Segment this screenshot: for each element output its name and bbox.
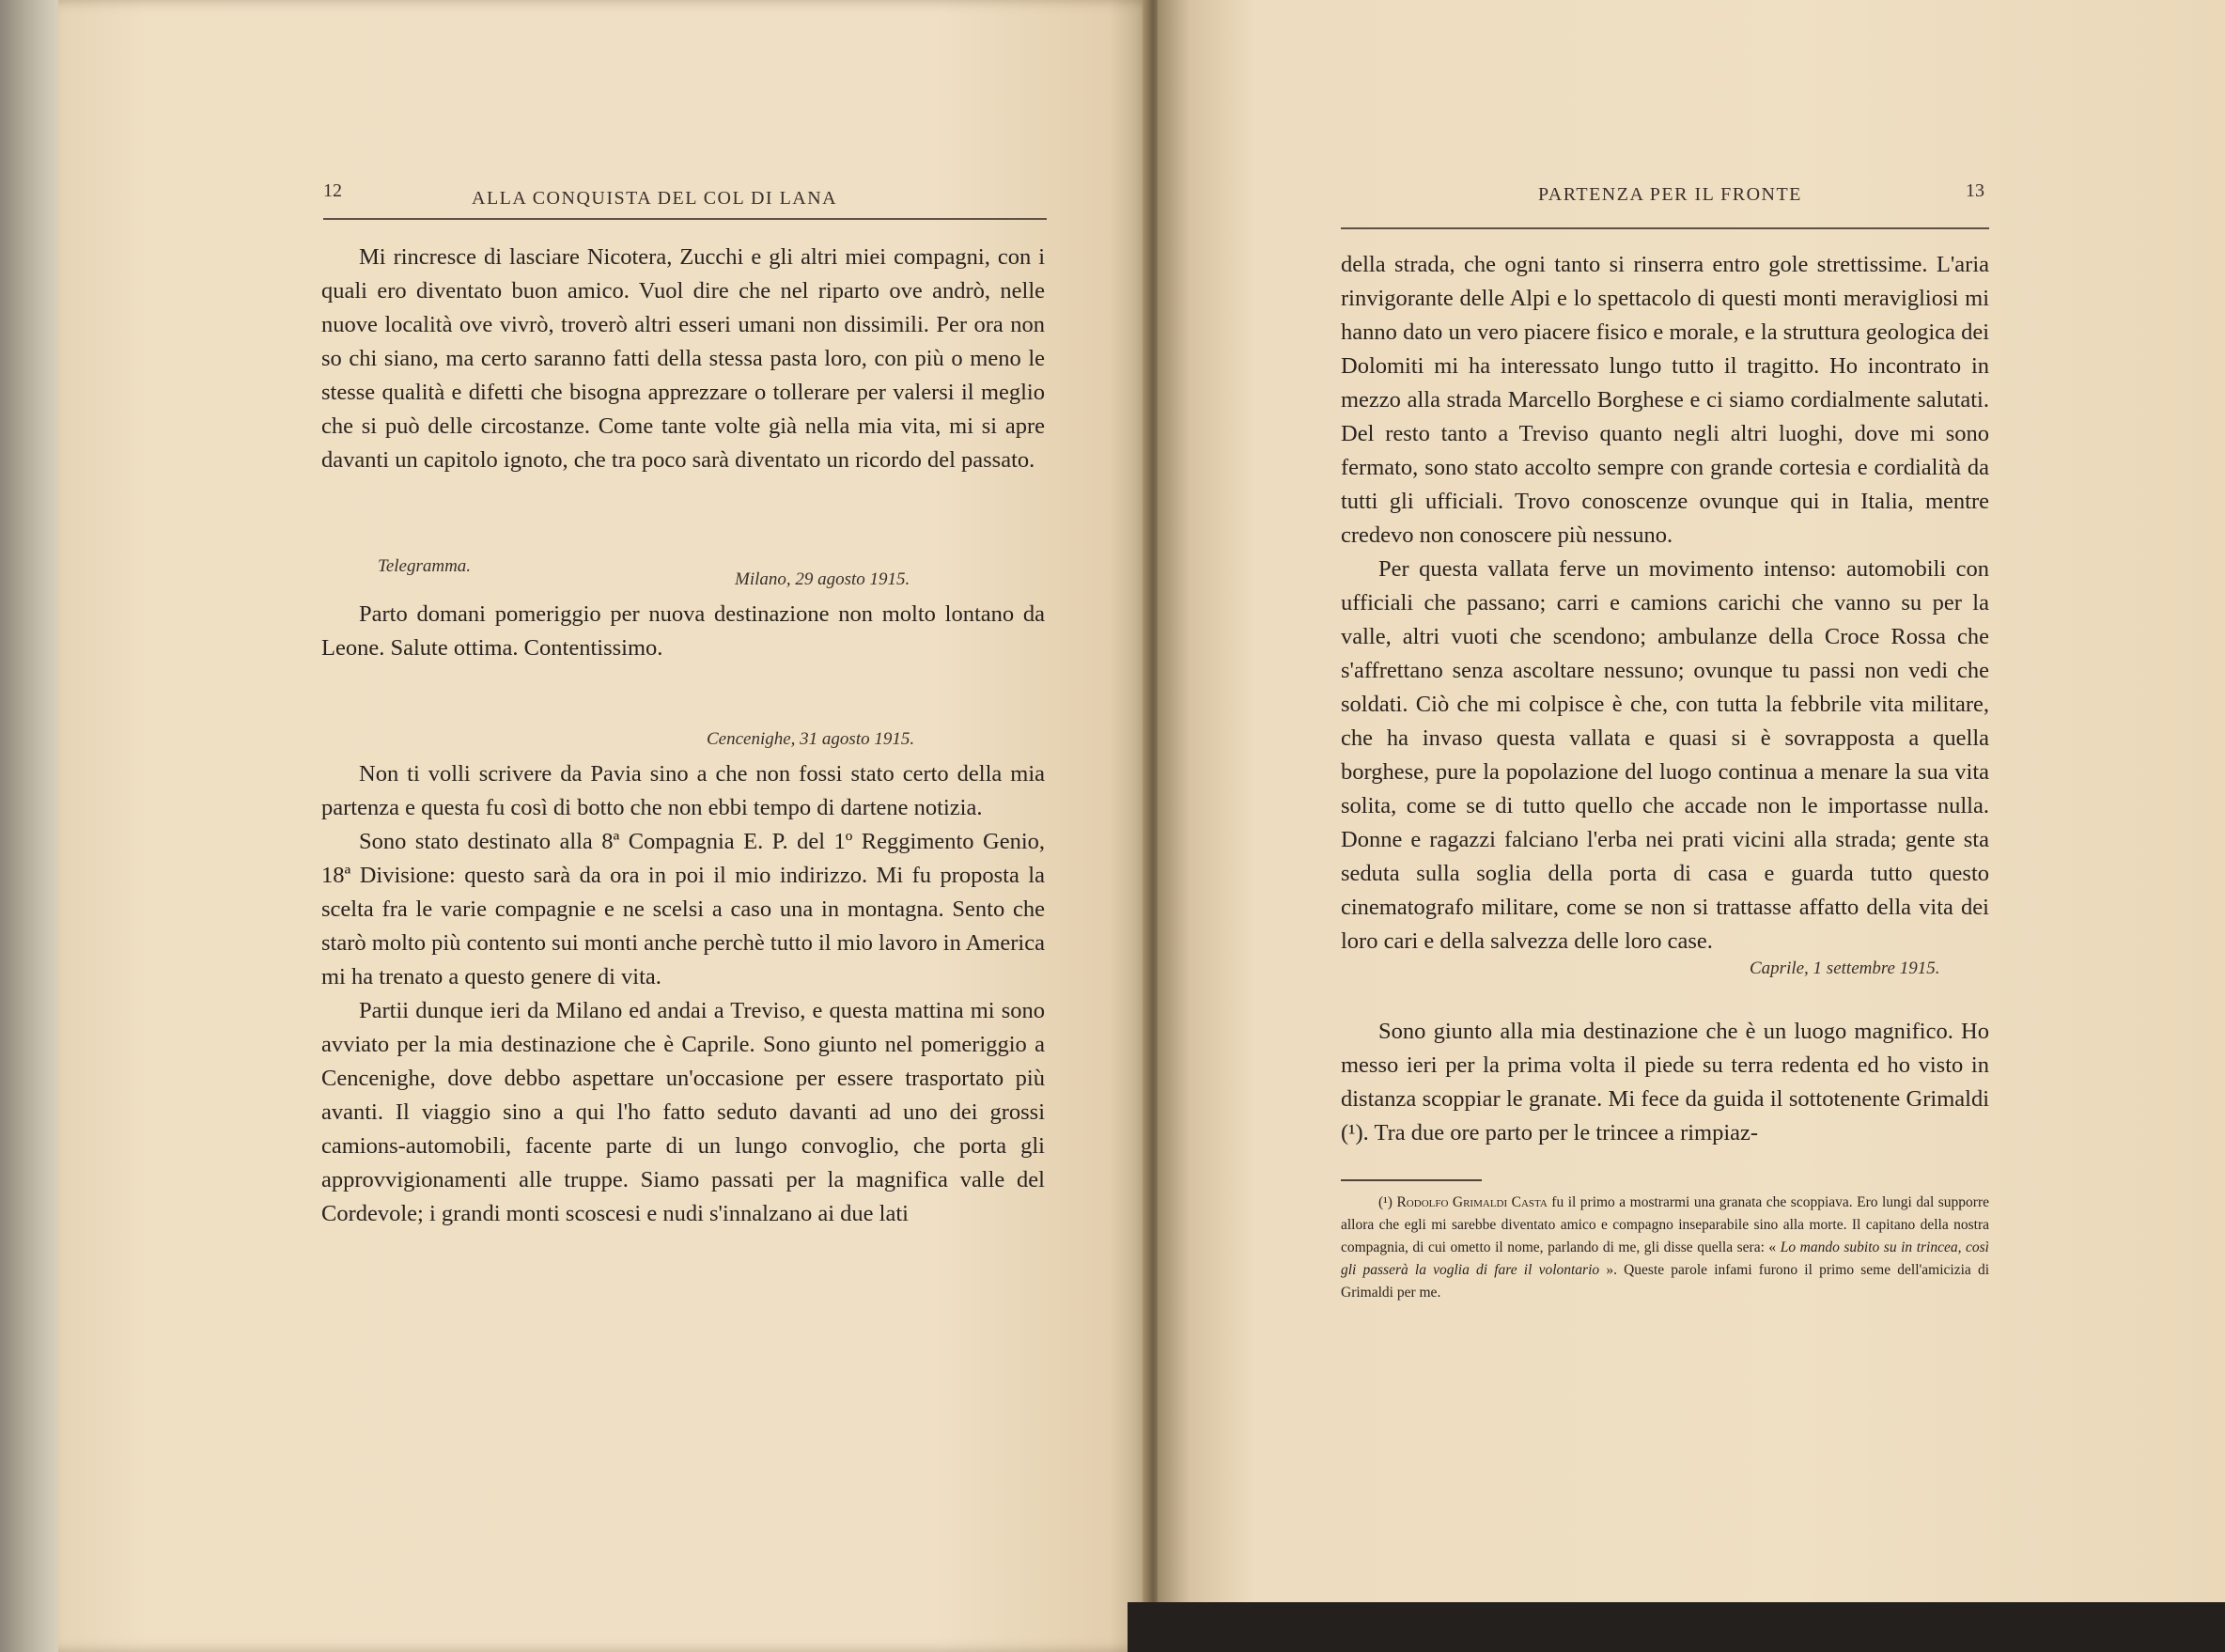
footnote-paragraph [1341, 1192, 1989, 1304]
right-page [1158, 0, 2225, 1607]
footnote-mark: (¹) [1378, 1194, 1393, 1210]
caprile-dateline: Caprile, 1 settembre 1915. [1750, 958, 1940, 978]
letter-body [321, 757, 1045, 1231]
telegram-label: Telegramma. [378, 556, 472, 576]
footnote-rule [1341, 1179, 1482, 1181]
paragraph: Per questa vallata ferve un movimento intenso: automobili con ufficiali che passano; carri e camions carichi che vanno su per la valle, altri vuoti che scendono; ambulanze della Croce Rossa che s'affrettano senza ascoltare nessuno; ovunque tu passi non vedi che soldati. Ciò che mi colpisce è che, con tutta la febbrile vita militare, che ha invaso questa vallata e quasi si è sovrapposta a quella borghese, pure la popolazione del luogo continua a menare la sua vita solita, come se di tutto quello che accade non le importasse nulla. Donne e ragazzi falciano l'erba nei prati vicini alla strada; gente sta seduta sulla soglia della porta di casa e guarda tutto questo cinematografo militare, come se non si trattasse affatto della vita dei loro cari e della salvezza delle loro case. [1341, 556, 1989, 954]
book-cover-edge [0, 0, 66, 1652]
footnote-quote: Lo mando subito su in trincea, così gli passerà la voglia di fare il volontario [1341, 1239, 1989, 1278]
right-paragraph-3 [1341, 1015, 1989, 1150]
paragraph: Sono giunto alla mia destinazione che è un luogo magnifico. Ho messo ieri per la prima volta il piede su terra redenta ed ho visto in distanza scoppiar le granate. Mi fece da guida il sottotenente Grimaldi (¹). Tra due ore parto per le trincee a rimpiaz- [1341, 1019, 1989, 1145]
paragraph: Parto domani pomeriggio per nuova destinazione non molto lontano da Leone. Salute ottima. Contentissimo. [321, 601, 1045, 661]
right-body [1341, 248, 1989, 958]
footnote-name: Rodolfo Grimaldi Casta [1396, 1194, 1548, 1210]
left-paragraph-1 [321, 241, 1045, 477]
telegram-text [321, 598, 1045, 665]
paragraph: della strada, che ogni tanto si rinserra entro gole strettissime. L'aria rinvigorante delle Alpi e lo spettacolo di questi monti meravigliosi mi hanno dato un vero piacere fisico e morale, e la struttura geologica dei Dolomiti mi ha interessato lungo tutto il tragitto. Ho incontrato in mezzo alla strada Marcello Borghese e ci siamo cordialmente salutati. Del resto tanto a Treviso quanto negli altri luoghi, dove mi sono fermato, sono stato accolto sempre con grande cortesia e cordialità da tutti gli ufficiali. Trovo conoscenze ovunque qui in Italia, mentre credevo non conoscere più nessuno. [1341, 252, 1989, 548]
running-head-right: PARTENZA PER IL FRONTE [1538, 184, 1802, 205]
footnote-tail: ». Queste parole infami furono il primo seme dell'amicizia di Grimaldi per me. [1341, 1262, 1990, 1301]
paragraph: Non ti volli scrivere da Pavia sino a che non fossi stato certo della mia partenza e questa fu così di botto che non ebbi tempo di dartene notizia. [321, 761, 1045, 820]
header-rule-left [323, 218, 1047, 220]
telegram-dateline: Milano, 29 agosto 1915. [735, 569, 910, 589]
letter-dateline: Cencenighe, 31 agosto 1915. [707, 729, 915, 749]
left-page [58, 0, 1153, 1652]
page-number-left: 12 [323, 180, 342, 201]
header-rule-right [1341, 227, 1989, 229]
paragraph: Partii dunque ieri da Milano ed andai a Treviso, e questa mattina mi sono avviato per la mia destinazione che è Caprile. Sono giunto nel pomeriggio a Cencenighe, dove debbo aspettare un'occasione per essere trasportato più avanti. Il viaggio sino a qui l'ho fatto seduto davanti ad uno dei grossi camions-automobili, facente parte di un lungo convoglio, che porta gli approvvigionamenti alle truppe. Siamo passati per la magnifica valle del Cordevole; i grandi monti scoscesi e nudi s'innalzano ai due lati [321, 998, 1045, 1226]
footnote [1341, 1192, 1989, 1304]
footnote-text: fu il primo a mostrarmi una granata che scoppiava. Ero lungi dal supporre allora che egli mi sarebbe diventato amico e compagno inseparabile sino alla morte. Il capitano della nostra compagnia, di cui ometto il nome, parlando di me, gli disse quella sera: « [1341, 1194, 1989, 1255]
page-number-right: 13 [1966, 180, 1984, 201]
background-surface [1128, 1602, 2225, 1652]
running-head-left: ALLA CONQUISTA DEL COL DI LANA [472, 188, 838, 209]
paragraph: Sono stato destinato alla 8ª Compagnia E. P. del 1º Reggimento Genio, 18ª Divisione: questo sarà da ora in poi il mio indirizzo. Mi fu proposta la scelta fra le varie compagnie e ne scelsi a caso una in montagna. Sento che starò molto più contento sui monti anche perchè tutto il mio lavoro in America mi ha trenato a questo genere di vita. [321, 829, 1045, 990]
paragraph: Mi rincresce di lasciare Nicotera, Zucchi e gli altri miei compagni, con i quali ero diventato buon amico. Vuol dire che nel riparto ove andrò, nelle nuove località ove vivrò, troverò altri esseri umani non dissimili. Per ora non so chi siano, ma certo saranno fatti della stessa pasta loro, con più o meno le stesse qualità e difetti che bisogna apprezzare o tollerare per valersi il meglio che si può delle circostanze. Come tante volte già nella mia vita, mi si apre davanti un capitolo ignoto, che tra poco sarà diventato un ricordo del passato. [321, 244, 1045, 473]
